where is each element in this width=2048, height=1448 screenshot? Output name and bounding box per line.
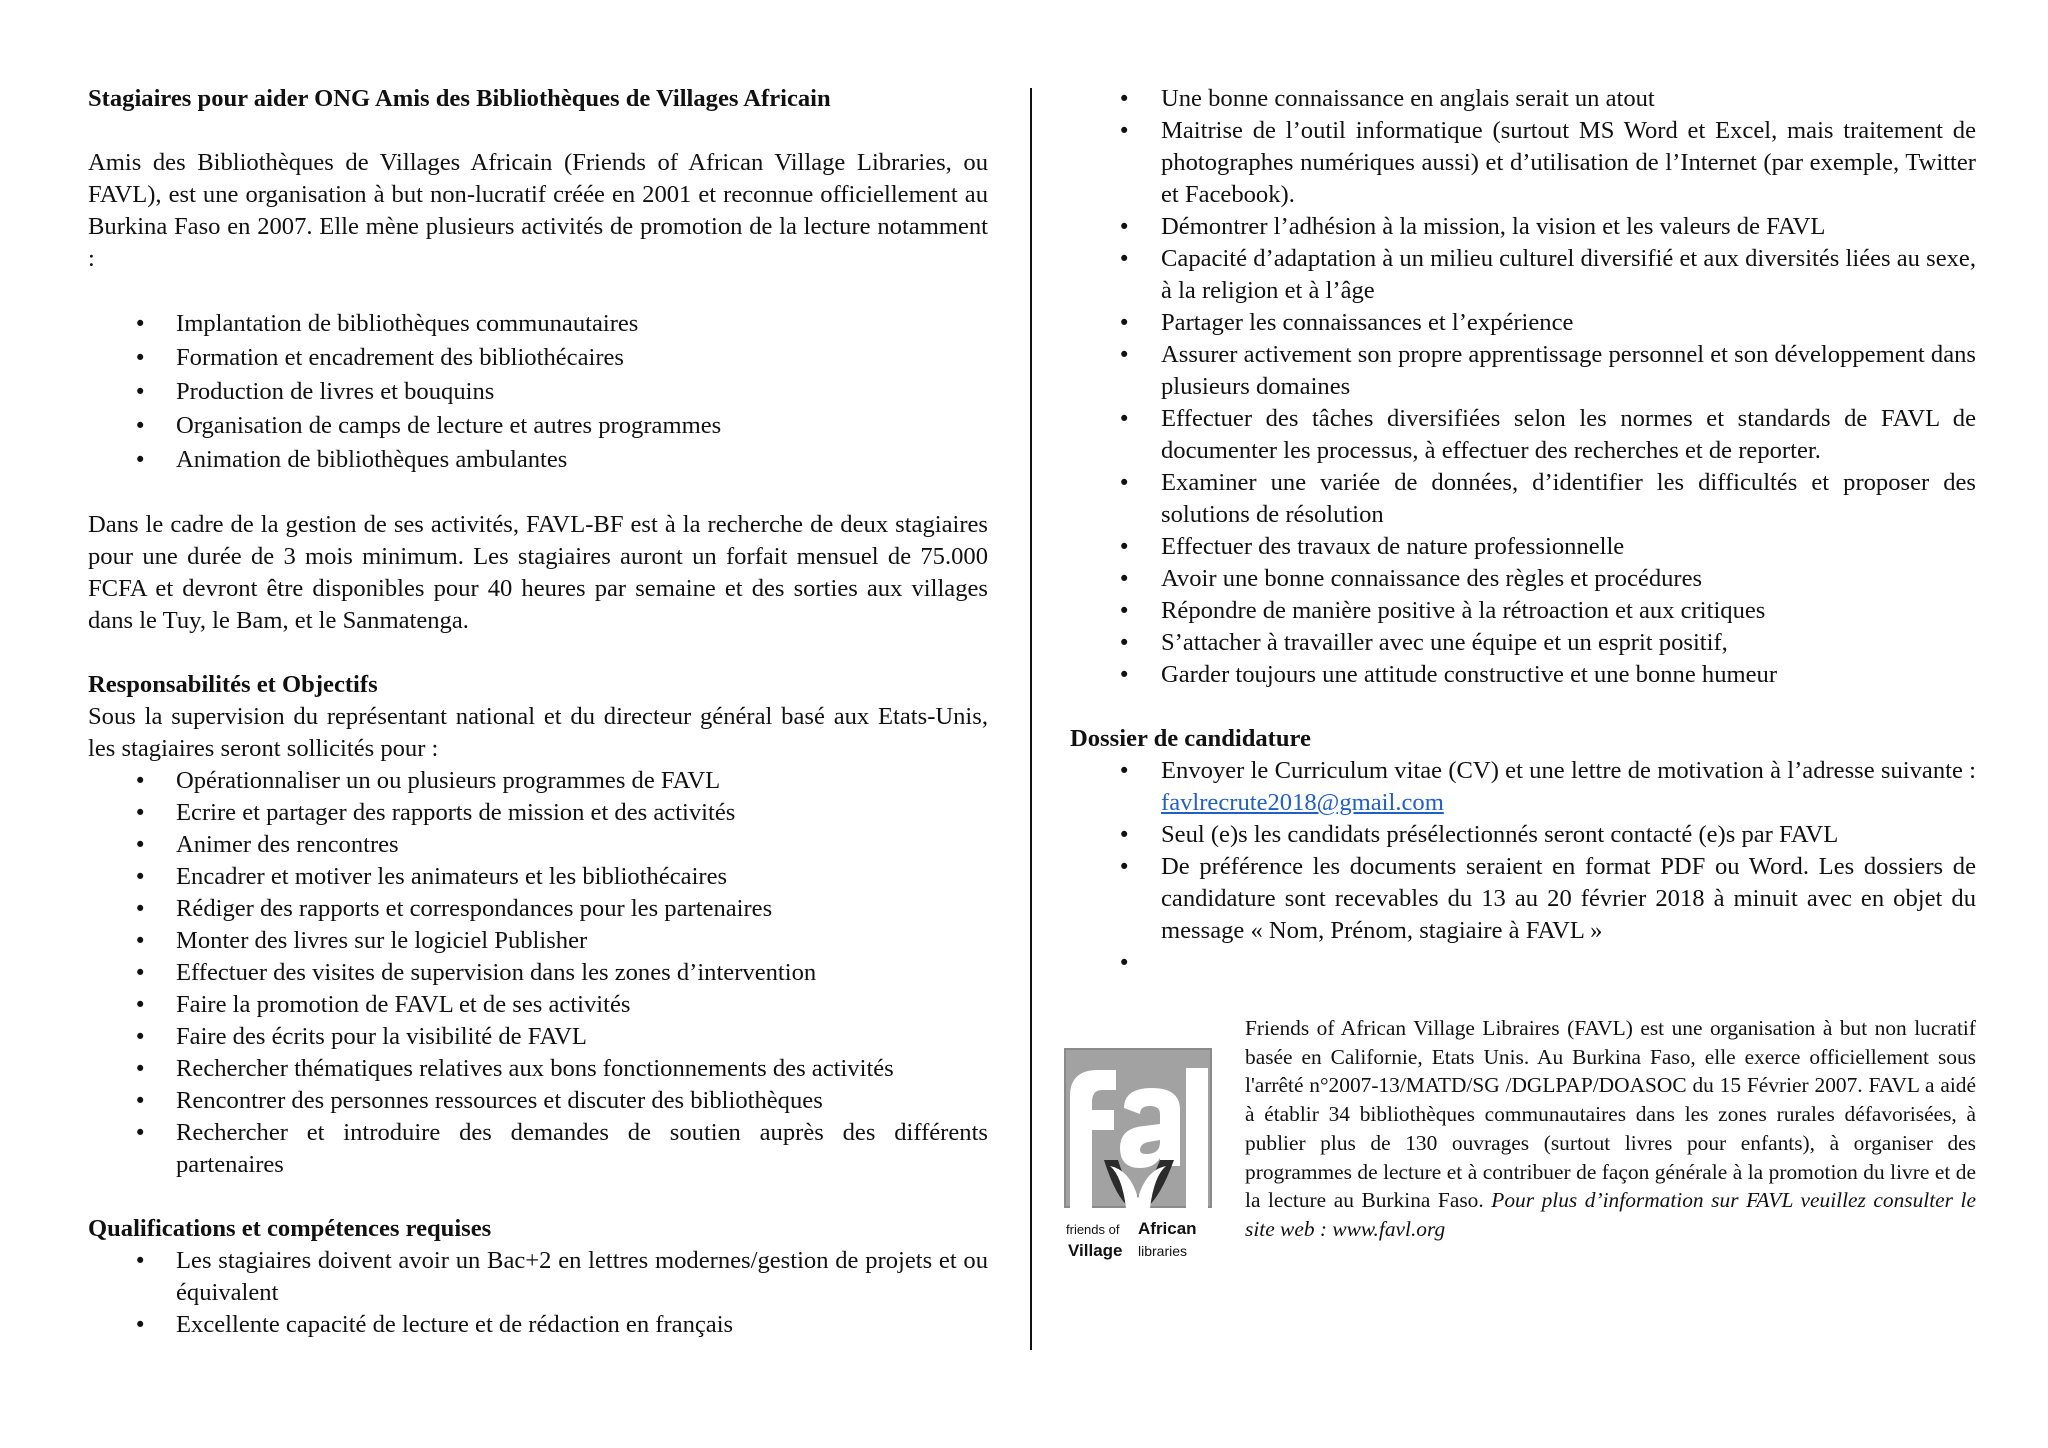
list-item: • Seul (e)s les candidats présélectionnés seront contacté (e)s par FAVL	[1074, 819, 1976, 851]
list-item: • Excellente capacité de lecture et de rédaction en français	[88, 1309, 988, 1341]
list-item: • Effectuer des tâches diversifiées selon les normes et standards de FAVL de documenter les processus, à effectuer des recherches et de reporter.	[1074, 403, 1976, 467]
list-item: • Démontrer l’adhésion à la mission, la vision et les valeurs de FAVL	[1074, 211, 1976, 243]
responsibilities-list	[88, 765, 988, 1181]
list-item: • De préférence les documents seraient en format PDF ou Word. Les dossiers de candidature sont recevables du 13 au 20 février 2018 à minuit avec en objet du message « Nom, Prénom, stagiaire à FAVL »	[1074, 851, 1976, 947]
list-item: • Formation et encadrement des bibliothécaires	[88, 341, 988, 375]
about-paragraph: Friends of African Village Libraires (FAVL) est une organisation à but non lucratif basée en Californie, Etats Unis. Au Burkina Faso, elle exerce officiellement sous l'arrêté n°2007-13/MATD/SG /DGLPAP/DOASOC du 15 Février 2007. FAVL a aidé à établir 34 bibliothèques communautaires dans les zones rurales défavorisées, à publier plus de 130 ouvrages (surtout livres pour enfants), à organiser des programmes de lecture et à contribuer de façon générale à la promotion du livre et de la lecture au Burkina Faso.	[1245, 1016, 1976, 1213]
context-paragraph: Dans le cadre de la gestion de ses activités, FAVL-BF est à la recherche de deux stagiaires pour une durée de 3 mois minimum. Les stagiaires auront un forfait mensuel de 75.000 FCFA et devront être disponibles pour 40 heures par semaine et des sorties aux villages dans le Tuy, le Bam, et le Sanmatenga.	[88, 511, 988, 634]
list-item: • Avoir une bonne connaissance des règles et procédures	[1074, 563, 1976, 595]
list-item: • S’attacher à travailler avec une équipe et un esprit positif,	[1074, 627, 1976, 659]
list-item: • Les stagiaires doivent avoir un Bac+2 en lettres modernes/gestion de projets et ou équivalent	[88, 1245, 988, 1309]
list-item: • Opérationnaliser un ou plusieurs programmes de FAVL	[88, 765, 988, 797]
list-item: • Maitrise de l’outil informatique (surtout MS Word et Excel, mais traitement de photographes numériques aussi) et d’utilisation de l’Internet (par exemple, Twitter et Facebook).	[1074, 115, 1976, 211]
logo-letter-l	[1186, 1068, 1208, 1208]
list-item: • Partager les connaissances et l’expérience	[1074, 307, 1976, 339]
application-heading: Dossier de candidature	[1070, 725, 1311, 752]
list-item: • Examiner une variée de données, d’identifier les difficultés et proposer des solutions de résolution	[1074, 467, 1976, 531]
list-item: • Faire des écrits pour la visibilité de FAVL	[88, 1021, 988, 1053]
intro-paragraph: Amis des Bibliothèques de Villages Africain (Friends of African Village Libraries, ou FAVL), est une organisation à but non-lucratif créée en 2001 et reconnue officiellement au Burkina Faso en 2007. Elle mène plusieurs activités de promotion de la lecture notamment :	[88, 149, 988, 272]
qualifications-heading: Qualifications et compétences requises	[88, 1215, 492, 1242]
list-item: • Effectuer des travaux de nature professionnelle	[1074, 531, 1976, 563]
list-item: • Rechercher thématiques relatives aux bons fonctionnements des activités	[88, 1053, 988, 1085]
list-item: • Monter des livres sur le logiciel Publisher	[88, 925, 988, 957]
list-item: • Rédiger des rapports et correspondances pour les partenaires	[88, 893, 988, 925]
more-info-text: Pour plus d’information sur FAVL veuillez consulter le site web : www.favl.org	[1245, 1188, 1976, 1241]
list-item: • Assurer activement son propre apprentissage personnel et son développement dans plusieurs domaines	[1074, 339, 1976, 403]
list-item: • Rencontrer des personnes ressources et discuter des bibliothèques	[88, 1085, 988, 1117]
list-item: • Effectuer des visites de supervision dans les zones d’intervention	[88, 957, 988, 989]
activities-list	[88, 307, 988, 477]
application-instruction: Envoyer le Curriculum vitae (CV) et une lettre de motivation à l’adresse suivante :	[1161, 757, 1976, 784]
list-item: • Encadrer et motiver les animateurs et les bibliothécaires	[88, 861, 988, 893]
left-column	[88, 83, 988, 1341]
responsibilities-intro: Sous la supervision du représentant national et du directeur général basé aux Etats-Unis, les stagiaires seront sollicités pour :	[88, 703, 988, 762]
favl-logo	[1064, 1048, 1212, 1263]
right-column	[1070, 83, 1976, 979]
list-item: • Implantation de bibliothèques communautaires	[88, 307, 988, 341]
list-item: • Une bonne connaissance en anglais serait un atout	[1074, 83, 1976, 115]
email-link[interactable]: favlrecrute2018@gmail.com	[1161, 789, 1444, 816]
page-title: Stagiaires pour aider ONG Amis des Bibliothèques de Villages Africain	[88, 85, 831, 112]
list-item: • Garder toujours une attitude constructive et une bonne humeur	[1074, 659, 1976, 691]
list-item-empty	[1074, 947, 1976, 979]
list-item: • Animer des rencontres	[88, 829, 988, 861]
list-item: • Répondre de manière positive à la rétroaction et aux critiques	[1074, 595, 1976, 627]
list-item: • Production de livres et bouquins	[88, 375, 988, 409]
logo-caption-village: Village	[1068, 1241, 1123, 1260]
qualifications-list-right	[1074, 83, 1976, 691]
logo-caption-friends: friends of	[1066, 1222, 1120, 1237]
qualifications-list-left	[88, 1245, 988, 1341]
about-favl	[1245, 1014, 1976, 1244]
list-item: • Ecrire et partager des rapports de mission et des activités	[88, 797, 988, 829]
column-divider	[1030, 88, 1032, 1350]
logo-caption-libraries: libraries	[1138, 1243, 1188, 1259]
list-item: • Organisation de camps de lecture et autres programmes	[88, 409, 988, 443]
list-item: • Faire la promotion de FAVL et de ses activités	[88, 989, 988, 1021]
list-item: • Animation de bibliothèques ambulantes	[88, 443, 988, 477]
list-item: • Capacité d’adaptation à un milieu culturel diversifié et aux diversités liées au sexe, à la religion et à l’âge	[1074, 243, 1976, 307]
list-item: • Rechercher et introduire des demandes de soutien auprès des différents partenaires	[88, 1117, 988, 1181]
list-item	[1074, 755, 1976, 819]
responsibilities-heading: Responsabilités et Objectifs	[88, 671, 378, 698]
application-list	[1074, 755, 1976, 979]
logo-caption-african: African	[1138, 1219, 1197, 1238]
